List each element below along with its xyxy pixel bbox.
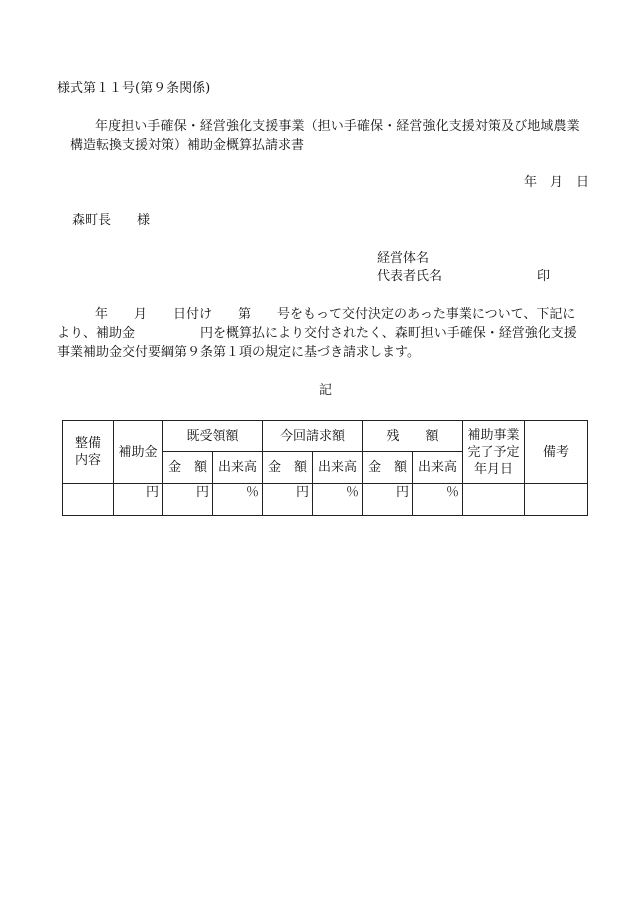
cell-completion-date [463,484,525,516]
header-remarks: 備考 [525,421,588,484]
request-table [62,420,588,516]
body-text-line-2: より、補助金 円を概算払により交付されたく、森町担い手確保・経営強化支援 [57,326,577,341]
date-line: 年 月 日 [524,175,590,190]
document-title-line-1: 年度担い手確保・経営強化支援事業（担い手確保・経営強化支援対策及び地域農業 [95,119,580,134]
cell-remarks [525,484,588,516]
organization-name-label: 経営体名 [377,251,430,266]
subheader-remaining-amount: 金 額 [363,452,413,484]
header-remaining: 残 額 [363,421,463,452]
header-current-request: 今回請求額 [263,421,363,452]
cell-content [63,484,114,516]
subheader-current-amount: 金 額 [263,452,313,484]
ki-heading: 記 [319,383,333,398]
cell-received-amount-unit: 円 [163,484,213,516]
cell-current-progress-unit: ％ [313,484,363,516]
cell-subsidy-unit: 円 [114,484,163,516]
header-content: 整備 内容 [63,421,114,484]
subheader-current-progress: 出来高 [313,452,363,484]
subheader-remaining-progress: 出来高 [413,452,463,484]
form-number: 様式第１１号(第９条関係) [57,81,211,96]
cell-remaining-amount-unit: 円 [363,484,413,516]
cell-received-progress-unit: ％ [213,484,263,516]
subheader-received-progress: 出来高 [213,452,263,484]
body-text-line-1: 年 月 日付け 第 号をもって交付決定のあった事業について、下記に [95,307,576,322]
cell-remaining-progress-unit: ％ [413,484,463,516]
subheader-received-amount: 金 額 [163,452,213,484]
document-title-line-2: 構造転換支援対策）補助金概算払請求書 [70,138,305,153]
seal-mark: 印 [537,269,551,284]
addressee: 森町長 様 [72,213,151,228]
body-text-line-3: 事業補助金交付要綱第９条第１項の規定に基づき請求します。 [57,345,420,360]
cell-current-amount-unit: 円 [263,484,313,516]
representative-name-label: 代表者氏名 [377,269,443,284]
header-received: 既受領額 [163,421,263,452]
header-subsidy: 補助金 [114,421,163,484]
header-completion-date: 補助事業 完了予定 年月日 [463,421,525,484]
